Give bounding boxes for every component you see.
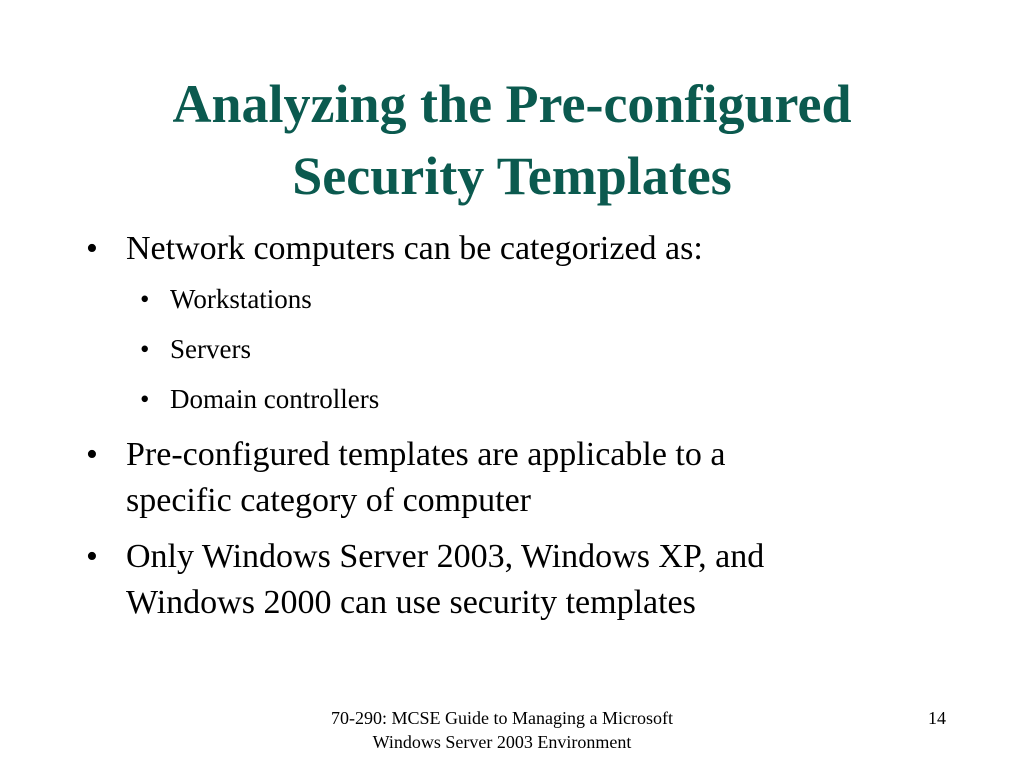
sub-bullet-servers — [140, 332, 966, 366]
bullet-dot: • — [86, 538, 98, 575]
bullet-text-line-2: specific category of computer — [126, 482, 531, 519]
sub-bullet-text: Domain controllers — [170, 384, 380, 414]
computer-categories-list — [86, 282, 966, 416]
footer-line-1: 70-290: MCSE Guide to Managing a Microsoft — [331, 708, 673, 728]
bullet-network-computers — [86, 226, 966, 272]
bullet-supported-os — [86, 534, 966, 626]
slide-title-line-2: Security Templates — [292, 146, 732, 206]
bullet-dot: • — [86, 230, 98, 267]
bullet-text-line-2: Windows 2000 can use security templates — [126, 584, 696, 621]
sub-bullet-workstations — [140, 282, 966, 316]
sub-bullet-text: Workstations — [170, 284, 312, 314]
slide-footer — [250, 706, 754, 754]
sub-bullet-text: Servers — [170, 334, 251, 364]
slide-body — [86, 226, 966, 636]
bullet-text: Network computers can be categorized as: — [126, 230, 703, 267]
bullet-preconfigured-templates — [86, 432, 966, 524]
footer-line-2: Windows Server 2003 Environment — [372, 732, 632, 752]
sub-bullet-dot: • — [140, 284, 150, 314]
page-number: 14 — [928, 708, 946, 728]
bullet-text-line-1: Pre-configured templates are applicable to a — [126, 436, 726, 473]
bullet-text-line-1: Only Windows Server 2003, Windows XP, and — [126, 538, 765, 575]
sub-bullet-domain-controllers — [140, 382, 966, 416]
sub-bullet-dot: • — [140, 384, 150, 414]
bullet-dot: • — [86, 436, 98, 473]
sub-bullet-dot: • — [140, 334, 150, 364]
slide-title — [60, 68, 964, 212]
slide-title-line-1: Analyzing the Pre-configured — [172, 74, 852, 134]
